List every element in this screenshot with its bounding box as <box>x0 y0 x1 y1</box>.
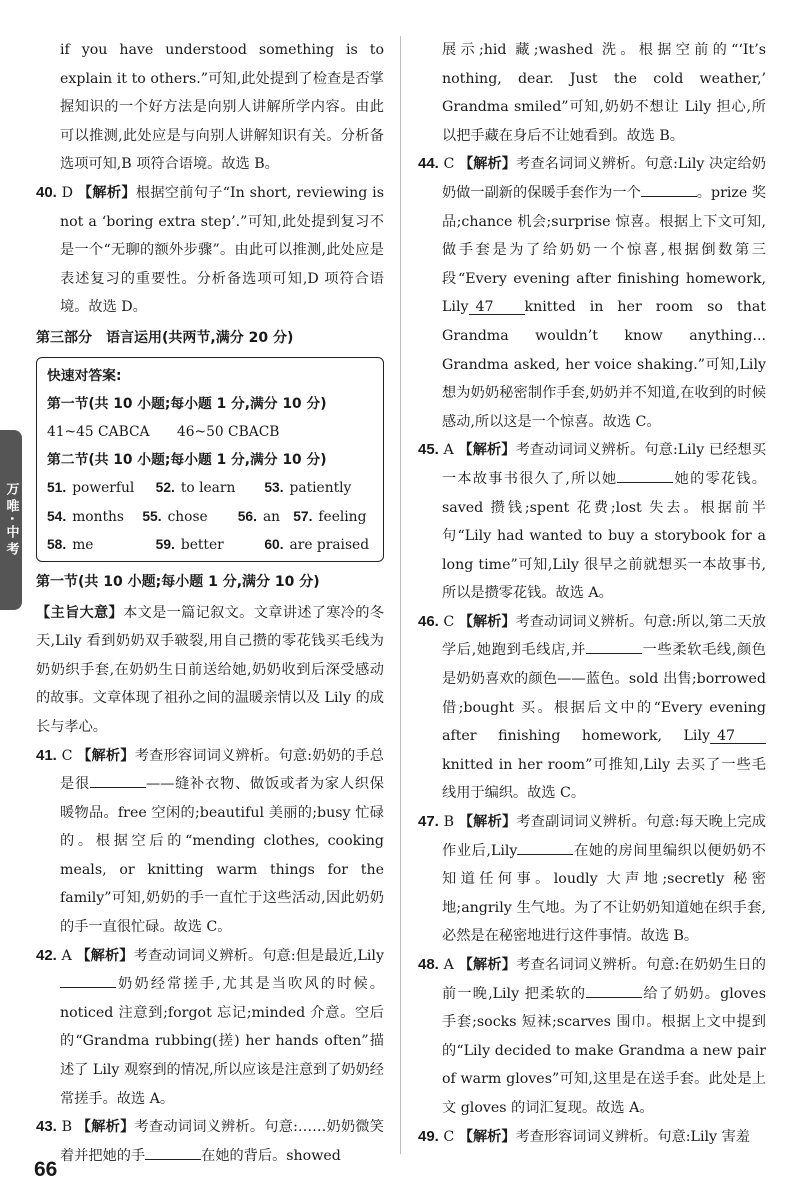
blank-number: 47 <box>469 300 525 315</box>
blank-line <box>586 639 642 654</box>
continued-explanation: if you have understood something is to explain it to others.”可知,此处提到了检查是否掌握知识的一个好方法是向别人讲解所学内容。由此可以推测,此处应是与向别人讲解知识有关。分析备选项可知,B 项符合语境。故选 B。 <box>60 42 384 173</box>
side-tab: 万唯·中考 <box>0 430 22 610</box>
answer-item: 55. chose <box>142 508 208 525</box>
explanation: 根据空前句子“In short, reviewing is not a ‘boring extra step’.”可知,此处提到复习不是一个“无聊的额外步骤”。由此可以推测,此处应是表述复习的重要性。分析备选项可知,D 项符合语境。故选 D。 <box>60 184 384 316</box>
question-40 <box>36 179 384 322</box>
analysis-tag: 【解析】 <box>77 747 135 764</box>
answer-item: 54. months <box>47 508 124 525</box>
answer-item: 60. are praised <box>264 536 370 553</box>
main-idea <box>36 599 384 742</box>
analysis-tag: 【解析】 <box>77 184 136 201</box>
answer-range: 46~50 CBACB <box>177 423 280 440</box>
question-number: 41. <box>36 746 57 764</box>
explanation: 给了奶奶。gloves 手套;socks 短袜;scarves 围巾。根据上文中提到的“Lily decided to make Grandma a new pair of warm gloves”可知,这里是在送手套。此处是上文 gloves 的词汇复现。故选 A。 <box>442 985 766 1116</box>
question-45 <box>418 436 766 608</box>
answer-item: 57. feeling <box>293 508 367 525</box>
explanation: 考查动词词义辨析。句意:Lily 已经想买一本故事书很久了,所以她 <box>442 442 767 487</box>
answer-letter: B <box>61 1119 73 1136</box>
question-42 <box>36 942 384 1114</box>
explanation: ——缝补衣物、做饭或者为家人织保暖物品。free 空闲的;beautiful 美丽的;busy 忙碌的。根据空后的“mending clothes, cooking meals, or knitting warm things for the family”可知,奶奶的手一直忙于这些活动,因此奶奶的手一直很忙碌。故选 C。 <box>60 776 384 936</box>
explanation: 考查动词词义辨析。句意:但是最近,Lily <box>133 947 384 964</box>
explanation: 考查形容词词义辨析。句意:奶奶的手总是很 <box>60 747 384 793</box>
question-number: 47. <box>418 813 439 831</box>
answer-letter: A <box>61 947 72 964</box>
analysis-tag: 【解析】 <box>458 442 516 459</box>
explanation: 考查形容词词义辨析。句意:Lily 害羞 <box>515 1128 750 1145</box>
quick-answer-box <box>36 357 384 562</box>
answer-item: 58. me <box>47 536 94 553</box>
answer-box-section2: 第二节(共 10 小题;每小题 1 分,满分 10 分) <box>47 452 327 469</box>
question-number: 48. <box>418 956 439 973</box>
question-number: 44. <box>418 155 439 173</box>
answer-item: 59. better <box>155 536 224 553</box>
blank-number: 47 <box>710 729 766 744</box>
answer-box-section1: 第一节(共 10 小题;每小题 1 分,满分 10 分) <box>47 395 327 412</box>
answer-letter: B <box>443 814 455 831</box>
explanation: 一些柔软毛线,颜色是奶奶喜欢的颜色——蓝色。sold 出售;borrowed 借;bought 买。根据后文中的“Every evening after finishing homework, Lily <box>442 642 766 745</box>
explanation: knitted in her room so that Grandma wouldn’t know anything... Grandma asked, her voice shaking.”可知,Lily 想为奶奶秘密制作手套,奶奶并不知道,在收到的时候感动,所以这是一个惊喜。故选 C。 <box>442 299 766 430</box>
blank-line <box>586 983 642 998</box>
answer-row <box>47 503 373 531</box>
analysis-tag: 【解析】 <box>458 957 517 973</box>
section1-title: 第一节(共 10 小题;每小题 1 分,满分 10 分) <box>36 573 320 590</box>
answer-range: 41~45 CABCA <box>47 423 150 440</box>
explanation: 。prize 奖品;chance 机会;surprise 惊喜。根据上下文可知,做手套是为了给奶奶一个惊喜,根据倒数第三段“Every evening after finishing homework, Lily <box>442 184 766 316</box>
answer-letter: C <box>443 156 455 173</box>
question-number: 49. <box>418 1127 439 1145</box>
analysis-tag: 【解析】 <box>76 947 134 964</box>
explanation: 考查名词词义辨析。句意:在奶奶生日的前一晚,Lily 把柔软的 <box>442 957 766 1002</box>
main-idea-text: 本文是一篇记叙文。文章讲述了寒冷的冬天,Lily 看到奶奶双手皲裂,用自己攒的零花钱买毛线为奶奶织手套,在奶奶生日前送给她,奶奶收到后深受感动的故事。文章体现了祖孙之间的温暖亲情以及 Lily 的成长与孝心。 <box>36 604 384 735</box>
question-49 <box>418 1123 766 1152</box>
answer-letter: A <box>443 957 454 973</box>
analysis-tag: 【解析】 <box>76 1119 135 1136</box>
question-number: 43. <box>36 1118 57 1136</box>
answer-letter: D <box>61 184 74 201</box>
blank-line <box>617 468 673 483</box>
answer-row <box>47 531 373 559</box>
explanation: 她的零花钱。saved 攒钱;spent 花费;lost 失去。根据前半句“Lily had wanted to buy a storybook for a long time”可知,Lily 很早之前就想买一本故事书,所以是攒零花钱。故选 A。 <box>442 470 766 602</box>
answer-letter: A <box>443 442 454 459</box>
question-number: 42. <box>36 946 57 964</box>
answer-row <box>47 474 373 502</box>
question-number: 40. <box>36 183 57 201</box>
explanation: 在她的背后。showed <box>201 1147 341 1164</box>
answer-item: 52. to learn <box>155 480 236 497</box>
blank-line <box>60 973 116 988</box>
answer-item: 53. patiently <box>264 480 352 497</box>
explanation: 奶奶经常搓手,尤其是当吹风的时候。noticed 注意到;forgot 忘记;minded 介意。空后的“Grandma rubbing(搓) her hands often”描述了 Lily 观察到的情况,所以应该是注意到了奶奶经常搓手。故选 A。 <box>60 976 384 1107</box>
analysis-tag: 【解析】 <box>458 156 517 173</box>
main-idea-tag: 【主旨大意】 <box>36 604 124 621</box>
question-number: 45. <box>418 441 439 459</box>
continued-explanation: 展示;hid 藏;washed 洗。根据空前的“‘It’s nothing, dear. Just the cold weather,’ Grandma smiled”可知,奶奶不想让 Lily 担心,所以把手藏在身后不让她看到。故选 B。 <box>442 42 766 144</box>
question-47 <box>418 808 766 951</box>
part3-title: 第三部分 语言运用(共两节,满分 20 分) <box>36 329 294 346</box>
question-44 <box>418 150 766 436</box>
question-number: 46. <box>418 612 439 630</box>
explanation: 考查名词词义辨析。句意:Lily 决定给奶奶做一副新的保暖手套作为一个 <box>442 156 766 201</box>
answer-letter: C <box>61 747 73 764</box>
blank-line <box>145 1145 201 1160</box>
explanation: knitted in her room”可推知,Lily 去买了一些毛线用于编织。故选 C。 <box>442 756 766 802</box>
analysis-tag: 【解析】 <box>458 613 516 630</box>
right-column <box>418 36 766 1151</box>
answer-letter: C <box>443 1128 455 1145</box>
column-divider <box>400 36 401 1154</box>
question-41 <box>36 742 384 942</box>
question-48 <box>418 951 766 1123</box>
analysis-tag: 【解析】 <box>458 814 517 831</box>
left-column <box>36 36 384 1170</box>
answer-box-title: 快速对答案: <box>47 367 122 384</box>
explanation: 在她的房间里编织以便奶奶不知道任何事。loudly 大声地;secretly 秘密地;angrily 生气地。为了不让奶奶知道她在织手套,必然是在秘密地进行这件事情。故选 B。 <box>442 842 766 945</box>
explanation: 考查动词词义辨析。句意:……奶奶微笑着并把她的手 <box>60 1119 384 1164</box>
explanation: 考查动词词义辨析。句意:所以,第二天放学后,她跑到毛线店,并 <box>442 613 766 659</box>
page-number: 66 <box>34 1158 58 1181</box>
answer-letter: C <box>443 613 455 630</box>
answer-item: 56. an <box>237 508 281 525</box>
blank-line <box>90 773 146 788</box>
question-46 <box>418 608 766 808</box>
blank-line <box>517 840 573 855</box>
answer-item: 51. powerful <box>47 480 135 497</box>
blank-line <box>641 182 697 197</box>
question-43 <box>36 1113 384 1170</box>
analysis-tag: 【解析】 <box>458 1128 516 1145</box>
explanation: 考查副词词义辨析。句意:每天晚上完成作业后,Lily <box>442 814 766 859</box>
answer-row <box>47 418 373 446</box>
